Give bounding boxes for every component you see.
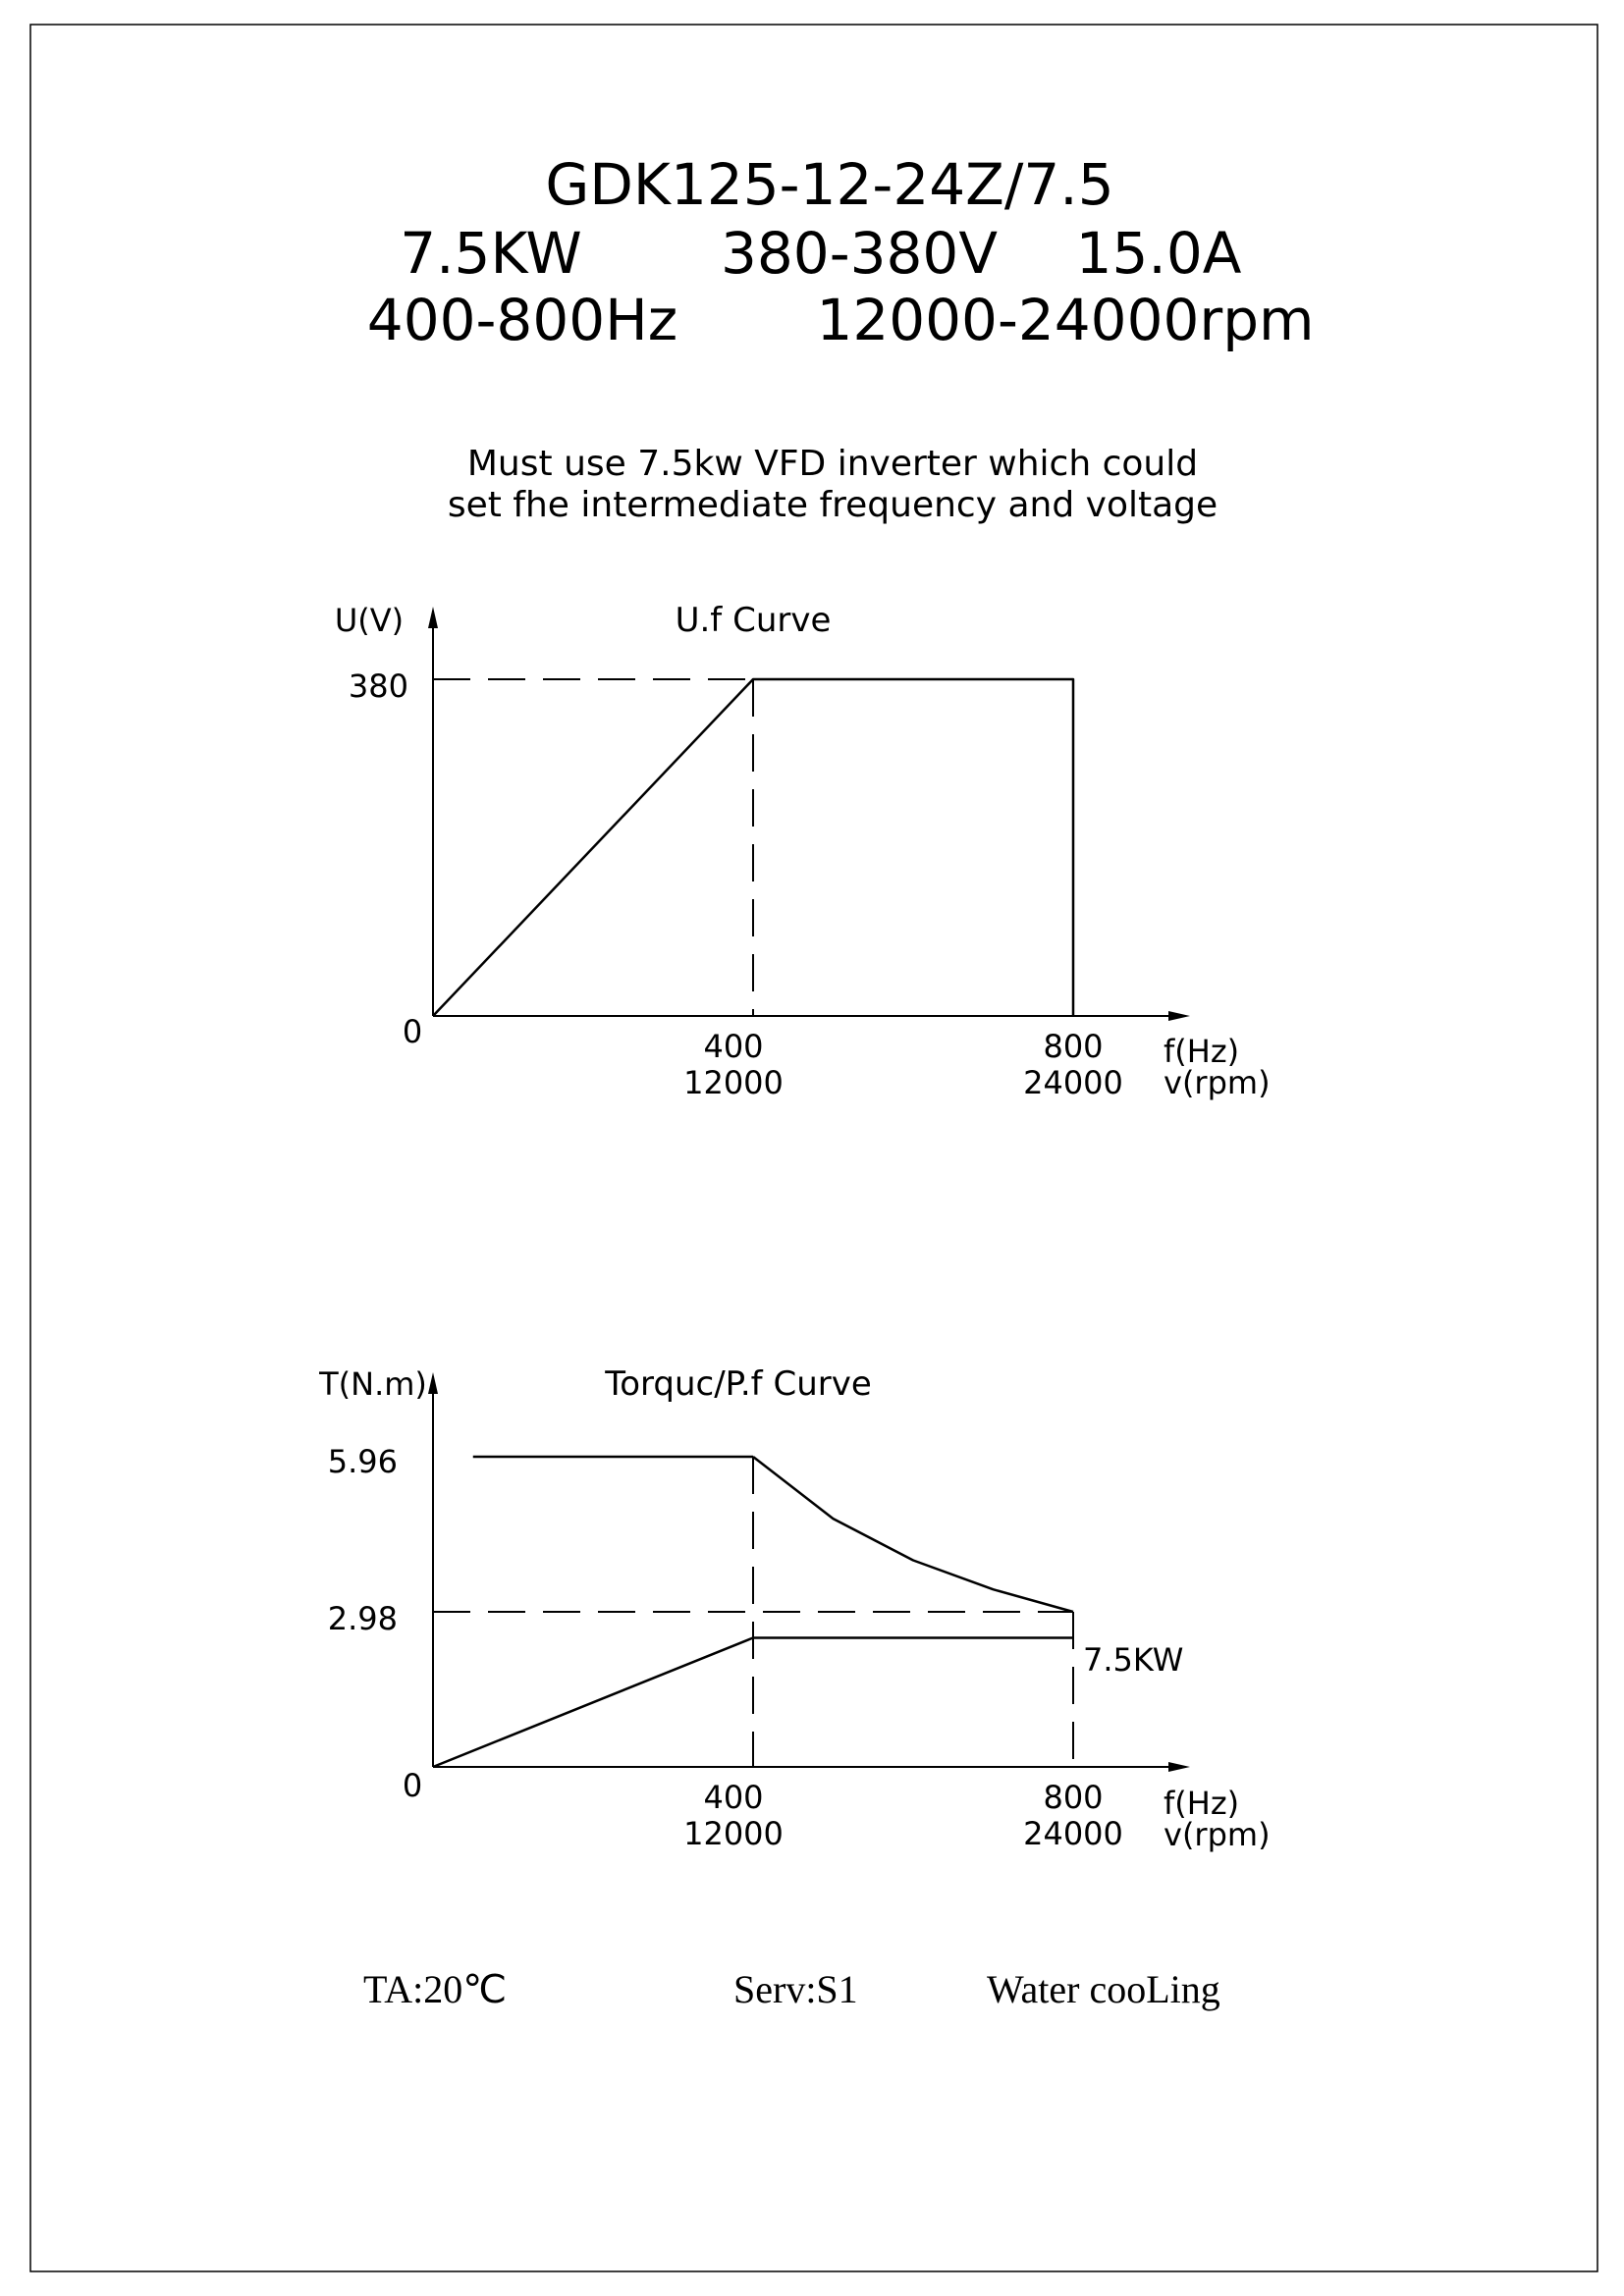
x-tick-label: 800 xyxy=(1043,1779,1104,1816)
x-tick-label: 800 xyxy=(1043,1028,1104,1065)
origin-label: 0 xyxy=(402,1767,423,1804)
page-border xyxy=(30,25,1597,2271)
origin-label: 0 xyxy=(402,1013,423,1050)
x-axis-label: f(Hz) xyxy=(1164,1033,1240,1070)
y-axis-arrow xyxy=(428,1372,438,1394)
x-tick-label: 12000 xyxy=(683,1064,784,1101)
chart-title: Torquc/P.f Curve xyxy=(605,1364,872,1404)
y-tick-label: 5.96 xyxy=(327,1443,398,1480)
x-tick-label: 400 xyxy=(703,1028,764,1065)
y-tick-label: 380 xyxy=(348,667,408,705)
uf-curve-chart xyxy=(335,601,1271,1101)
torque-power-curve-chart xyxy=(318,1364,1270,1853)
x-tick-label: 24000 xyxy=(1023,1815,1123,1852)
speed-range: 12000-24000rpm xyxy=(816,287,1315,353)
x-tick-label: 400 xyxy=(703,1779,764,1816)
x-tick-label: 12000 xyxy=(683,1815,784,1852)
duty-class: Serv:S1 xyxy=(733,1967,858,2011)
series-line xyxy=(753,1457,1073,1612)
y-tick-label: 2.98 xyxy=(327,1600,398,1637)
y-axis-label: T(N.m) xyxy=(319,1365,427,1403)
note-line-1: Must use 7.5kw VFD inverter which could xyxy=(466,444,1199,484)
x-axis-arrow xyxy=(1168,1762,1190,1772)
x-axis-arrow xyxy=(1168,1011,1190,1021)
model-title: GDK125-12-24Z/7.5 xyxy=(545,151,1114,218)
x-axis-label-rpm: v(rpm) xyxy=(1164,1816,1271,1853)
ambient-temperature: TA:20℃ xyxy=(363,1967,508,2011)
x-axis-label: f(Hz) xyxy=(1164,1785,1240,1822)
voltage-rating: 380-380V xyxy=(720,220,999,287)
power-label: 7.5KW xyxy=(1083,1641,1184,1679)
y-axis-label: U(V) xyxy=(334,602,405,639)
chart-title: U.f Curve xyxy=(675,601,832,640)
cooling-method: Water cooLing xyxy=(987,1967,1220,2011)
y-axis-arrow xyxy=(428,607,438,628)
power-rating: 7.5KW xyxy=(400,220,582,287)
x-axis-label-rpm: v(rpm) xyxy=(1164,1064,1271,1101)
frequency-range: 400-800Hz xyxy=(366,287,678,353)
current-rating: 15.0A xyxy=(1075,220,1242,287)
note-line-2: set fhe intermediate frequency and voltage xyxy=(447,485,1218,525)
x-tick-label: 24000 xyxy=(1023,1064,1123,1101)
